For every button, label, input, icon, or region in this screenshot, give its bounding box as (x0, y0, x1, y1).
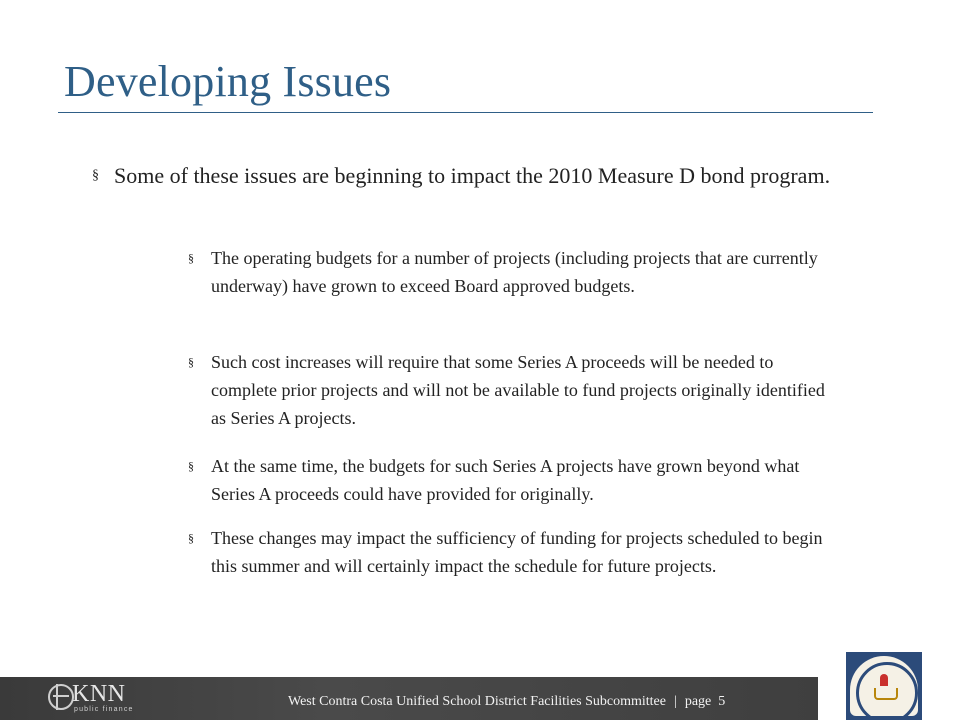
district-seal-icon (846, 652, 922, 720)
logo-mark (48, 684, 74, 710)
seal-inner (850, 656, 918, 716)
sub-bullet-text: At the same time, the budgets for such Series A projects have grown beyond what Series A proceeds could have provided for originally. (211, 456, 800, 504)
main-bullet-text: Some of these issues are beginning to impact the 2010 Measure D bond program. (114, 163, 831, 188)
sub-bullet (188, 524, 838, 580)
footer-text (288, 694, 725, 710)
logo-subtext: public finance (74, 706, 134, 713)
lamp-icon (880, 674, 888, 686)
square-bullet-icon: § (188, 459, 194, 473)
main-bullet (92, 160, 852, 191)
square-bullet-icon: § (188, 355, 194, 369)
sub-bullet (188, 348, 838, 432)
square-bullet-icon: § (188, 251, 194, 265)
logo-text: KNN (72, 681, 126, 707)
book-icon (874, 688, 898, 700)
knn-logo-icon (48, 681, 168, 715)
sub-bullet-text: Such cost increases will require that some Series A proceeds will be needed to complete prior projects and will not be available to fund projects originally identified as Series A projects. (211, 352, 825, 428)
footer-page-number: 5 (718, 694, 726, 709)
sub-bullet (188, 244, 838, 300)
sub-bullet (188, 452, 838, 508)
slide-title: Developing Issues (64, 57, 392, 106)
square-bullet-icon: § (188, 531, 194, 545)
sub-bullet-text: These changes may impact the sufficiency of funding for projects scheduled to begin this summer and will certainly impact the schedule for future projects. (211, 528, 823, 576)
footer-separator: | (674, 694, 677, 709)
sub-bullet-text: The operating budgets for a number of projects (including projects that are currently underway) have grown to exceed Board approved budgets. (211, 248, 818, 296)
footer-page-label: page (684, 694, 712, 709)
title-underline (58, 112, 873, 113)
footer-organization: West Contra Costa Unified School District Facilities Subcommittee (288, 694, 666, 709)
square-bullet-icon: § (92, 168, 99, 183)
